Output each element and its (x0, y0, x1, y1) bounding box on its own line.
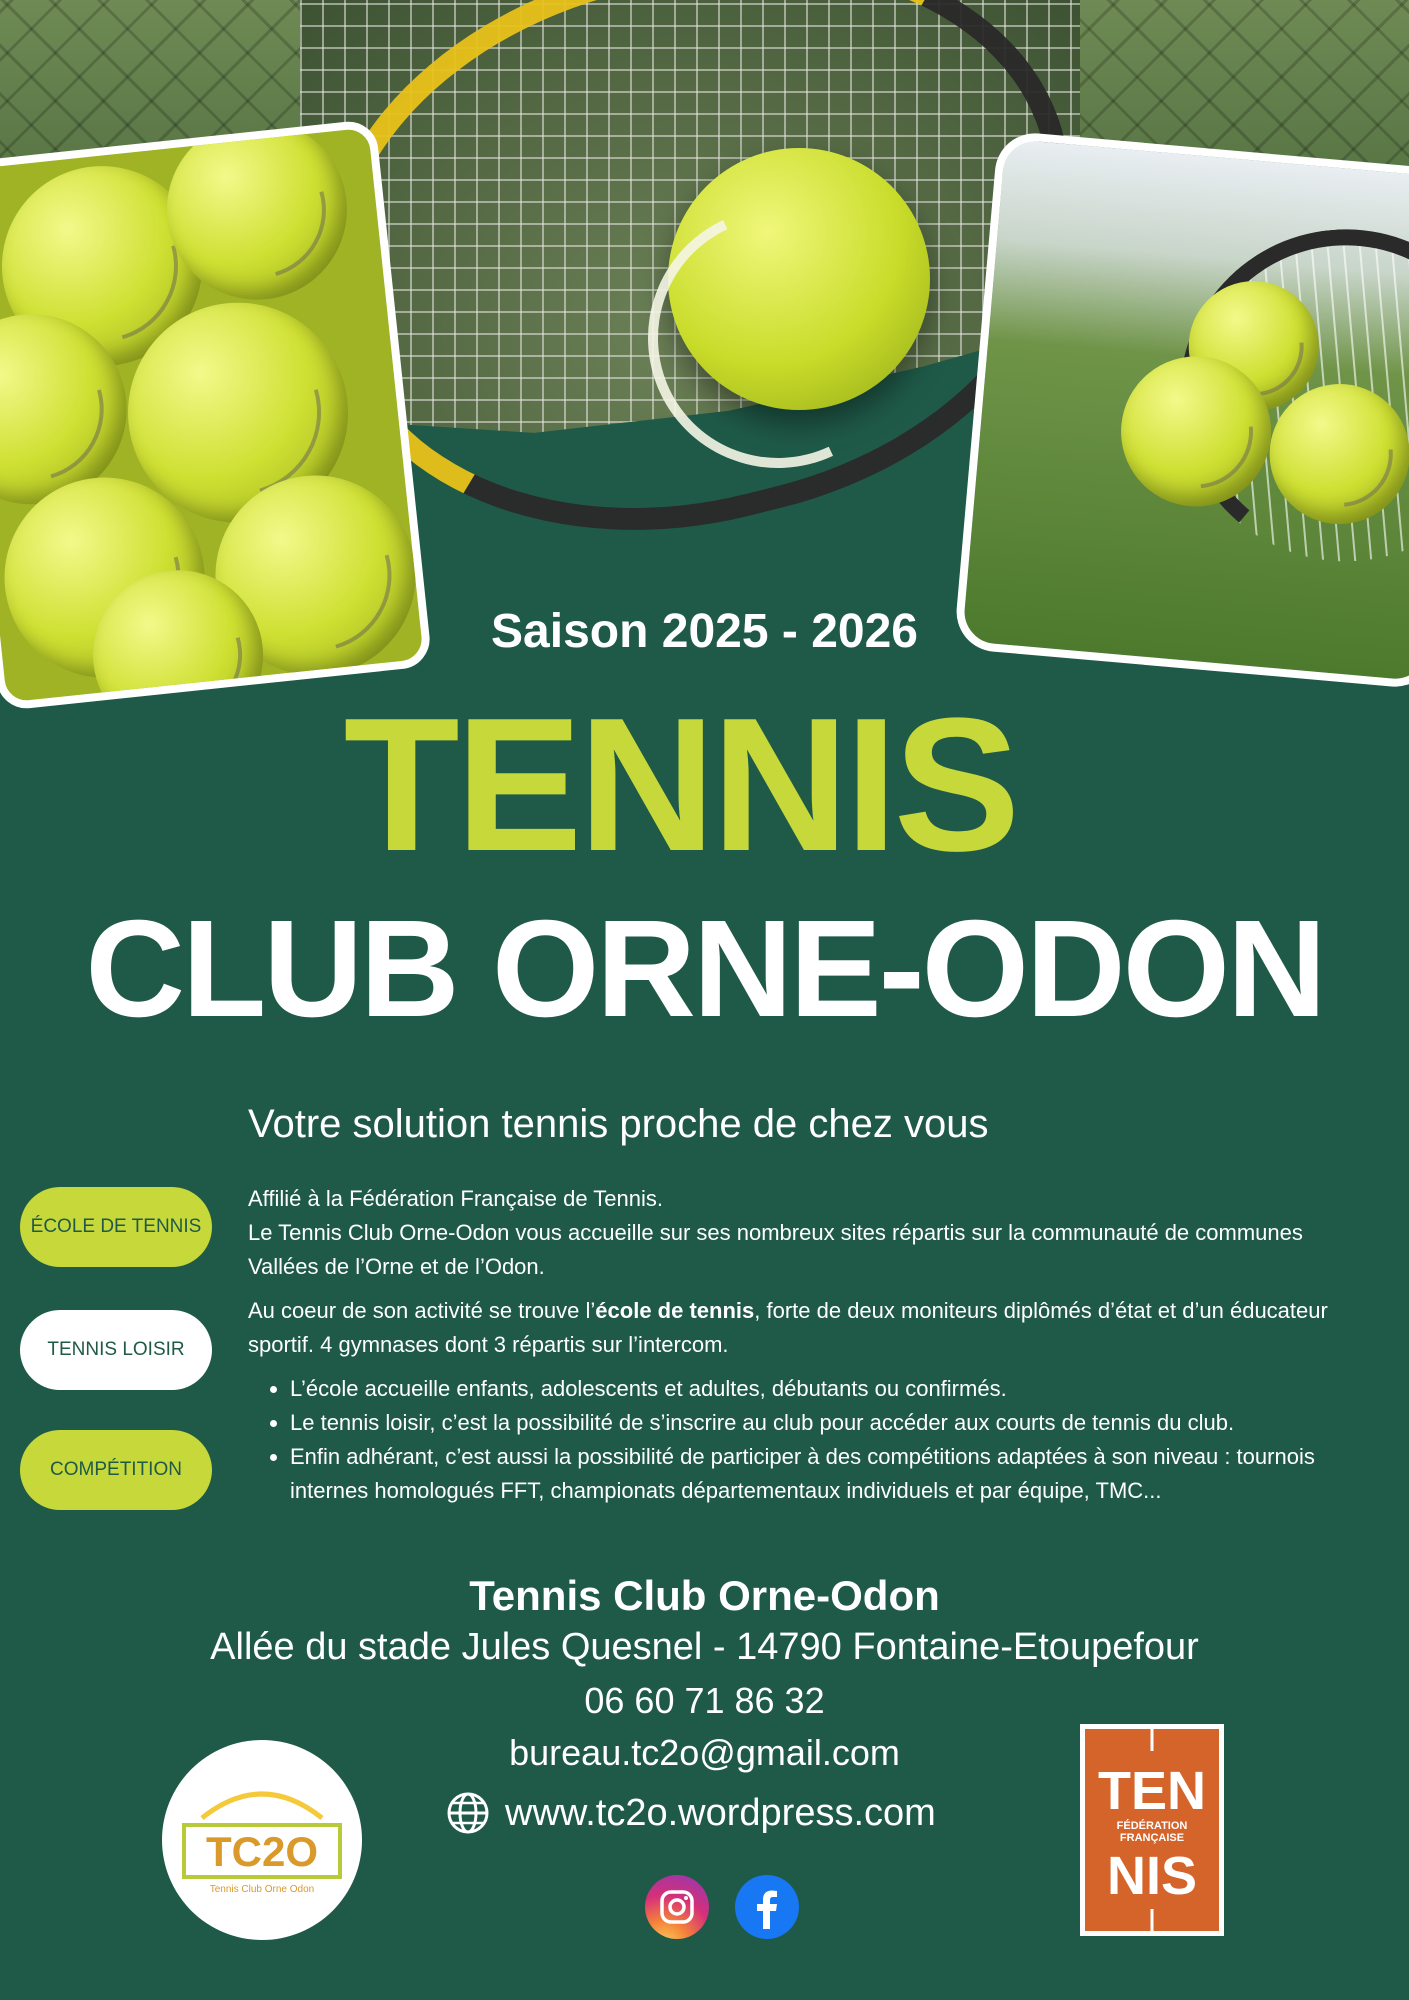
fft-logo-top: TEN (1098, 1761, 1206, 1821)
fft-logo-bottom: NIS (1106, 1846, 1198, 1906)
facebook-icon[interactable] (735, 1875, 799, 1939)
paragraph-affiliation (248, 1182, 1378, 1284)
pill-ecole-de-tennis: ÉCOLE DE TENNIS (20, 1187, 212, 1267)
list-item: • Enfin adhérant, c’est aussi la possibilité de participer à des compétitions adaptées à son niveau : tournois internes homologués FFT, championats départementaux individuels et par équipe, TMC... (290, 1440, 1378, 1508)
season-label: Saison 2025 - 2026 (491, 605, 918, 658)
fft-logo (1080, 1724, 1224, 1936)
contact-address: Allée du stade Jules Quesnel - 14790 Fontaine-Etoupefour (210, 1626, 1199, 1668)
club-logo-text: TC2O (205, 1828, 319, 1875)
title-club-name: CLUB ORNE-ODON (85, 892, 1324, 1046)
list-item: • Le tennis loisir, c’est la possibilité de s’inscrire au club pour accéder aux courts de tennis du club. (290, 1406, 1378, 1440)
website-text: www.tc2o.wordpress.com (505, 1791, 936, 1834)
list-item: • L’école accueille enfants, adolescents et adultes, débutants ou confirmés. (290, 1372, 1378, 1406)
title-tennis: TENNIS (343, 679, 1017, 891)
activity-text-bold: école de tennis (595, 1298, 755, 1323)
contact-phone[interactable]: 06 60 71 86 32 (584, 1680, 825, 1721)
contact-email[interactable]: bureau.tc2o@gmail.com (509, 1732, 900, 1773)
fft-logo-francaise: FRANÇAISE (1119, 1832, 1185, 1844)
globe-icon (445, 1790, 491, 1836)
fft-logo-federation: FÉDÉRATION (1116, 1820, 1188, 1832)
tagline: Votre solution tennis proche de chez vous (248, 1102, 989, 1146)
pill-competition: COMPÉTITION (20, 1430, 212, 1510)
pill-tennis-loisir: TENNIS LOISIR (20, 1310, 212, 1390)
instagram-icon[interactable] (645, 1875, 709, 1939)
club-logo-subtitle: Tennis Club Orne Odon (209, 1884, 315, 1895)
description (248, 1182, 1378, 1508)
tennis-ball-graphic (668, 148, 930, 410)
affiliation-text: Affilié à la Fédération Française de Tennis. (248, 1186, 663, 1211)
paragraph-activity (248, 1294, 1378, 1362)
activity-text-end: , forte de deux moniteurs diplômés d’état et d’un éducateur sportif. 4 gymnases dont 3 répartis sur l’intercom. (248, 1298, 1328, 1357)
welcome-text: Le Tennis Club Orne-Odon vous accueille sur ses nombreux sites répartis sur la communauté de communes Vallées de l’Orne et de l’Odon. (248, 1220, 1303, 1279)
activity-text-start: Au coeur de son activité se trouve l’ (248, 1298, 596, 1323)
club-logo (162, 1740, 362, 1940)
contact-club-name: Tennis Club Orne-Odon (469, 1572, 940, 1619)
website-link[interactable] (445, 1790, 936, 1836)
bullet-list (248, 1372, 1378, 1508)
